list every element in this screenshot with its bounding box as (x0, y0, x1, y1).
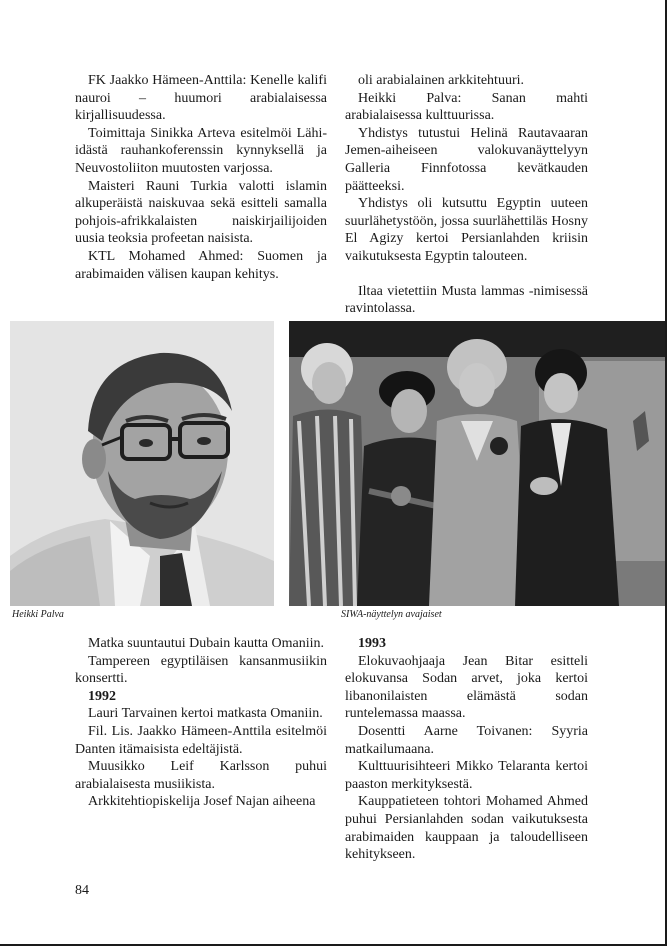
paragraph: Maisteri Rauni Turkia valotti islamin alkuperäistä naiskuvaa sekä esitteli samalla pohjois-afrikkalaisten naiskirjailijoiden uusia teoksia profeetan naisista. (75, 178, 327, 247)
paragraph-closing: Iltaa vietettiin Musta lammas -nimisessä ravintolassa. (345, 283, 588, 317)
top-left-column (75, 72, 327, 283)
paragraph: Arkkitehtiopiskelija Josef Najan aiheena (88, 794, 316, 810)
paragraph: FK Jaakko Hämeen-Anttila: Kenelle kalifi nauroi – huumori arabialaisessa kirjallisuudessa. (75, 73, 327, 124)
photo-caption-right: SIWA-näyttelyn avajaiset (341, 609, 442, 620)
paragraph: Elokuvaohjaaja Jean Bitar esitteli elokuvansa Sodan arvet, joka kertoi libanonilaisten elämästä sodan runtelemassa maassa. (345, 653, 588, 722)
portrait-photo (10, 321, 274, 606)
top-right-column (345, 72, 588, 318)
page-number: 84 (75, 883, 89, 898)
paragraph: Kauppatieteen tohtori Mohamed Ahmed puhui Persianlahden sodan vaikutuksesta arabimaiden kauppaan ja taloudelliseen kehitykseen. (345, 794, 588, 863)
paragraph: Kulttuurisihteeri Mikko Telaranta kertoi paaston merkityksestä. (345, 759, 588, 792)
paragraph: Muusikko Leif Karlsson puhui arabialaisesta musiikista. (75, 759, 327, 792)
paragraph: Matka suuntautui Dubain kautta Omaniin. (88, 636, 325, 651)
photo-caption-left: Heikki Palva (12, 609, 64, 620)
bottom-left-column (75, 635, 327, 811)
group-photo (289, 321, 665, 606)
paragraph: Tampereen egyptiläisen kansanmusiikin konsertti. (75, 653, 327, 687)
bottom-right-column (345, 635, 588, 864)
paragraph: KTL Mohamed Ahmed: Suomen ja arabimaiden välisen kaupan kehitys. (75, 248, 327, 282)
paragraph: Dosentti Aarne Toivanen: Syyria matkailumaana. (345, 723, 588, 757)
paragraph: Lauri Tarvainen kertoi matkasta Omaniin. (88, 706, 323, 722)
paragraph: Heikki Palva: Sanan mahti arabialaisessa kulttuurissa. (345, 90, 588, 124)
paragraph: Yhdistys tutustui Helinä Rautavaaran Jemen-aiheiseen valokuvanäyttelyyn Galleria Finnfotossa kevätkauden päätteeksi. (345, 125, 588, 194)
paragraph: Yhdistys oli kutsuttu Egyptin uuteen suurlähetystöön, jossa suurlähettiläs Hosny El Agizy kertoi Persianlahden kriisin vaikutuksesta Egyptin talouteen. (345, 196, 588, 264)
year-heading: 1992 (88, 688, 116, 704)
paragraph: Toimittaja Sinikka Arteva esitelmöi Lähi-idästä rauhankoferenssin kynnyksellä ja Neuvostoliiton muutosten varjossa. (75, 125, 327, 176)
year-heading: 1993 (358, 636, 386, 651)
paragraph: oli arabialainen arkkitehtuuri. (358, 73, 524, 88)
paragraph: Fil. Lis. Jaakko Hämeen-Anttila esitelmöi Danten itämaisista edeltäjistä. (75, 723, 327, 757)
